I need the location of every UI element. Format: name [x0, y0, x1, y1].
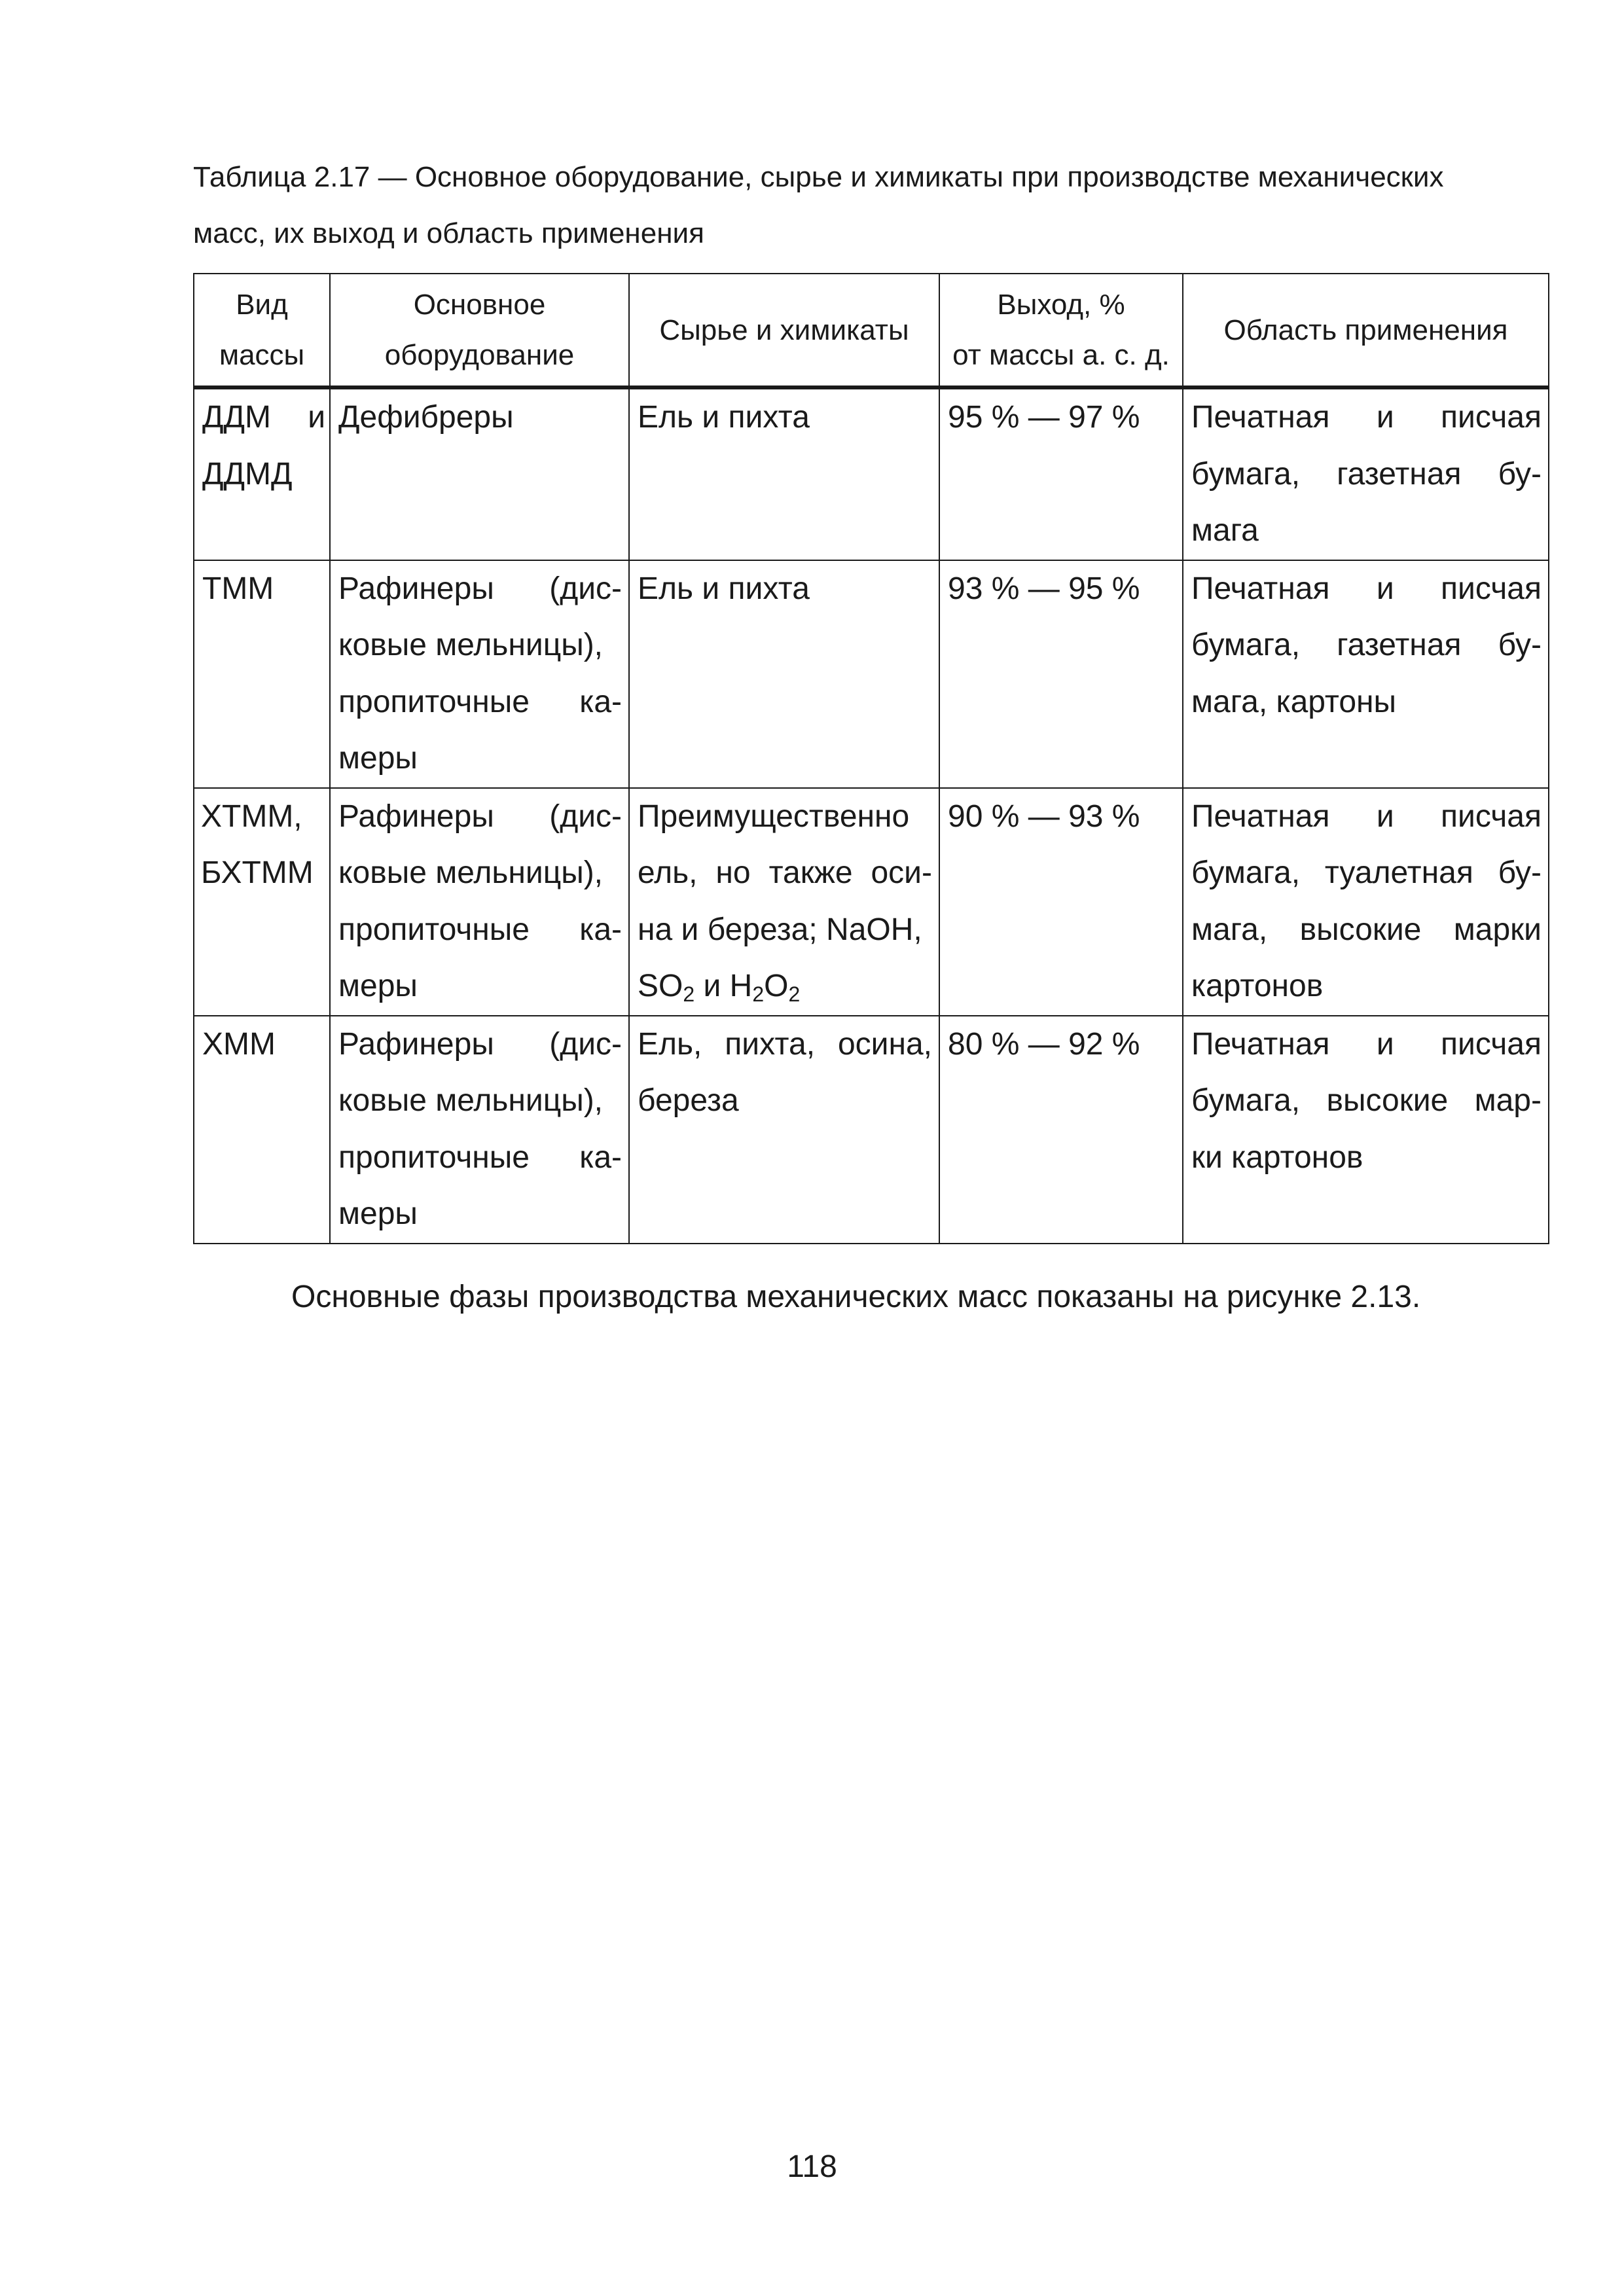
cell-yield: 80 % — 92 %: [939, 1016, 1183, 1244]
table-row: [194, 387, 1549, 560]
cell-word: марки: [1453, 912, 1542, 947]
cell-materials: Преимущественно ель, но также оси- на и береза; NaOH, $SO_2$ и $H_2O_2$: [629, 788, 939, 1016]
justified-line: [338, 1130, 622, 1187]
cell-pulp-type: ХММ: [194, 1016, 330, 1244]
cell-materials: Ель, пихта, осина, береза: [629, 1016, 939, 1244]
table-row: [194, 788, 1549, 1016]
cell-word: бумага,: [1191, 456, 1301, 492]
cell-equipment: Дефибреры: [330, 387, 629, 560]
cell-word: ка-: [579, 684, 622, 719]
cell-word: газетная: [1337, 628, 1462, 662]
cell-materials: Ель и пихта: [629, 387, 939, 560]
justified-line: [638, 845, 932, 902]
cell-pulp-type: ХТММ, БХТММ: [194, 788, 330, 1016]
cell-word: мар-: [1474, 1083, 1542, 1118]
cell-word: и: [308, 400, 325, 435]
cell-word: писчая: [1441, 1026, 1542, 1062]
header-equipment: Основное оборудование: [330, 274, 629, 387]
subscript: 2: [683, 982, 695, 1006]
cell-word: ка-: [579, 1139, 622, 1175]
subscript: 2: [752, 982, 765, 1006]
justified-line: [338, 674, 622, 731]
cell-application: Печатная и писчая бумага, газетная бу- мага, картоны: [1183, 560, 1549, 788]
justified-line: [338, 561, 622, 618]
cell-word: (дис-: [549, 1026, 622, 1062]
cell-word: писчая: [1441, 571, 1542, 606]
justified-line: [1191, 1073, 1542, 1130]
cell-word: Рафинеры: [338, 1026, 494, 1062]
cell-word: и: [1376, 798, 1394, 834]
cell-word: (дис-: [549, 798, 622, 834]
table-row: [194, 1016, 1549, 1244]
cell-word: и: [1376, 400, 1394, 435]
justified-line: [1191, 617, 1542, 674]
cell-word: и: [1376, 1026, 1394, 1062]
cell-word: ель,: [638, 855, 698, 890]
subscript: 2: [788, 982, 801, 1006]
body-paragraph: Основные фазы производства механических масс показаны на рисунке 2.13.: [291, 1280, 1421, 1314]
cell-materials: Ель и пихта: [629, 560, 939, 788]
cell-word: бумага,: [1191, 1083, 1301, 1118]
header-application: Область применения: [1183, 274, 1549, 387]
justified-line: [1191, 902, 1542, 959]
caption-line-1: Таблица 2.17 — Основное оборудование, сырье и химикаты при производстве механических: [193, 161, 1444, 193]
cell-word: (дис-: [549, 571, 622, 606]
header-yield: Выход, % от массы а. с. д.: [939, 274, 1183, 387]
cell-word: осина,: [837, 1026, 932, 1062]
cell-word: бу-: [1498, 855, 1542, 890]
cell-word: оси-: [871, 855, 932, 890]
justified-line: [638, 1016, 932, 1073]
cell-word: пропиточные: [338, 1139, 530, 1175]
cell-word: Печатная: [1191, 1026, 1330, 1062]
cell-word: Печатная: [1191, 798, 1330, 834]
cell-pulp-type: ТММ: [194, 560, 330, 788]
table-caption: [193, 149, 1568, 262]
page-number: 118: [787, 2149, 837, 2184]
cell-word: пропиточные: [338, 912, 530, 947]
cell-application: Печатная и писчая бумага, высокие мар- ки картонов: [1183, 1016, 1549, 1244]
mechanical-pulp-table: [193, 273, 1549, 1244]
cell-yield: 90 % — 93 %: [939, 788, 1183, 1016]
justified-line: [1191, 789, 1542, 846]
cell-equipment: Рафинеры (дис- ковые мельницы), пропиточные ка- меры: [330, 1016, 629, 1244]
table-header-row: [194, 274, 1549, 387]
justified-line: [338, 789, 622, 846]
cell-word: писчая: [1441, 400, 1542, 435]
justified-line: [202, 389, 325, 446]
caption-line-2: масс, их выход и область применения: [193, 217, 704, 249]
justified-line: [1191, 446, 1542, 503]
cell-word: бумага,: [1191, 628, 1301, 662]
chemical-formula-line: $SO_2$ и $H_2O_2$: [638, 969, 801, 1006]
cell-word: но: [715, 855, 751, 890]
cell-word: писчая: [1441, 798, 1542, 834]
cell-yield: 93 % — 95 %: [939, 560, 1183, 788]
cell-application: Печатная и писчая бумага, газетная бу- мага: [1183, 387, 1549, 560]
cell-word: бумага,: [1191, 855, 1301, 890]
cell-word: Ель,: [638, 1026, 702, 1062]
justified-line: [1191, 561, 1542, 618]
cell-word: газетная: [1337, 456, 1462, 492]
cell-equipment: Рафинеры (дис- ковые мельницы), пропиточные ка- меры: [330, 788, 629, 1016]
cell-word: ка-: [579, 912, 622, 947]
cell-application: Печатная и писчая бумага, туалетная бу- мага, высокие марки картонов: [1183, 788, 1549, 1016]
cell-equipment: Рафинеры (дис- ковые мельницы), пропиточные ка- меры: [330, 560, 629, 788]
justified-line: [338, 902, 622, 959]
cell-word: ДДМ: [202, 400, 271, 435]
justified-line: [1191, 1016, 1542, 1073]
cell-yield: 95 % — 97 %: [939, 387, 1183, 560]
cell-word: туалетная: [1324, 855, 1473, 890]
cell-word: пихта,: [725, 1026, 816, 1062]
cell-word: пропиточные: [338, 684, 530, 719]
cell-word: и: [1376, 571, 1394, 606]
cell-word: мага,: [1191, 912, 1268, 947]
cell-word: Рафинеры: [338, 798, 494, 834]
justified-line: [1191, 845, 1542, 902]
justified-line: [1191, 389, 1542, 446]
cell-word: высокие: [1299, 912, 1422, 947]
cell-word: высокие: [1326, 1083, 1449, 1118]
cell-word: Печатная: [1191, 400, 1330, 435]
cell-word: Печатная: [1191, 571, 1330, 606]
cell-word: бу-: [1498, 628, 1542, 662]
header-materials: Сырье и химикаты: [629, 274, 939, 387]
header-pulp-type: Вид массы: [194, 274, 330, 387]
cell-word: бу-: [1498, 456, 1542, 492]
cell-word: также: [768, 855, 853, 890]
table-row: [194, 560, 1549, 788]
justified-line: [338, 1016, 622, 1073]
cell-word: Рафинеры: [338, 571, 494, 606]
cell-pulp-type: ДДМ и ДДМД: [194, 387, 330, 560]
